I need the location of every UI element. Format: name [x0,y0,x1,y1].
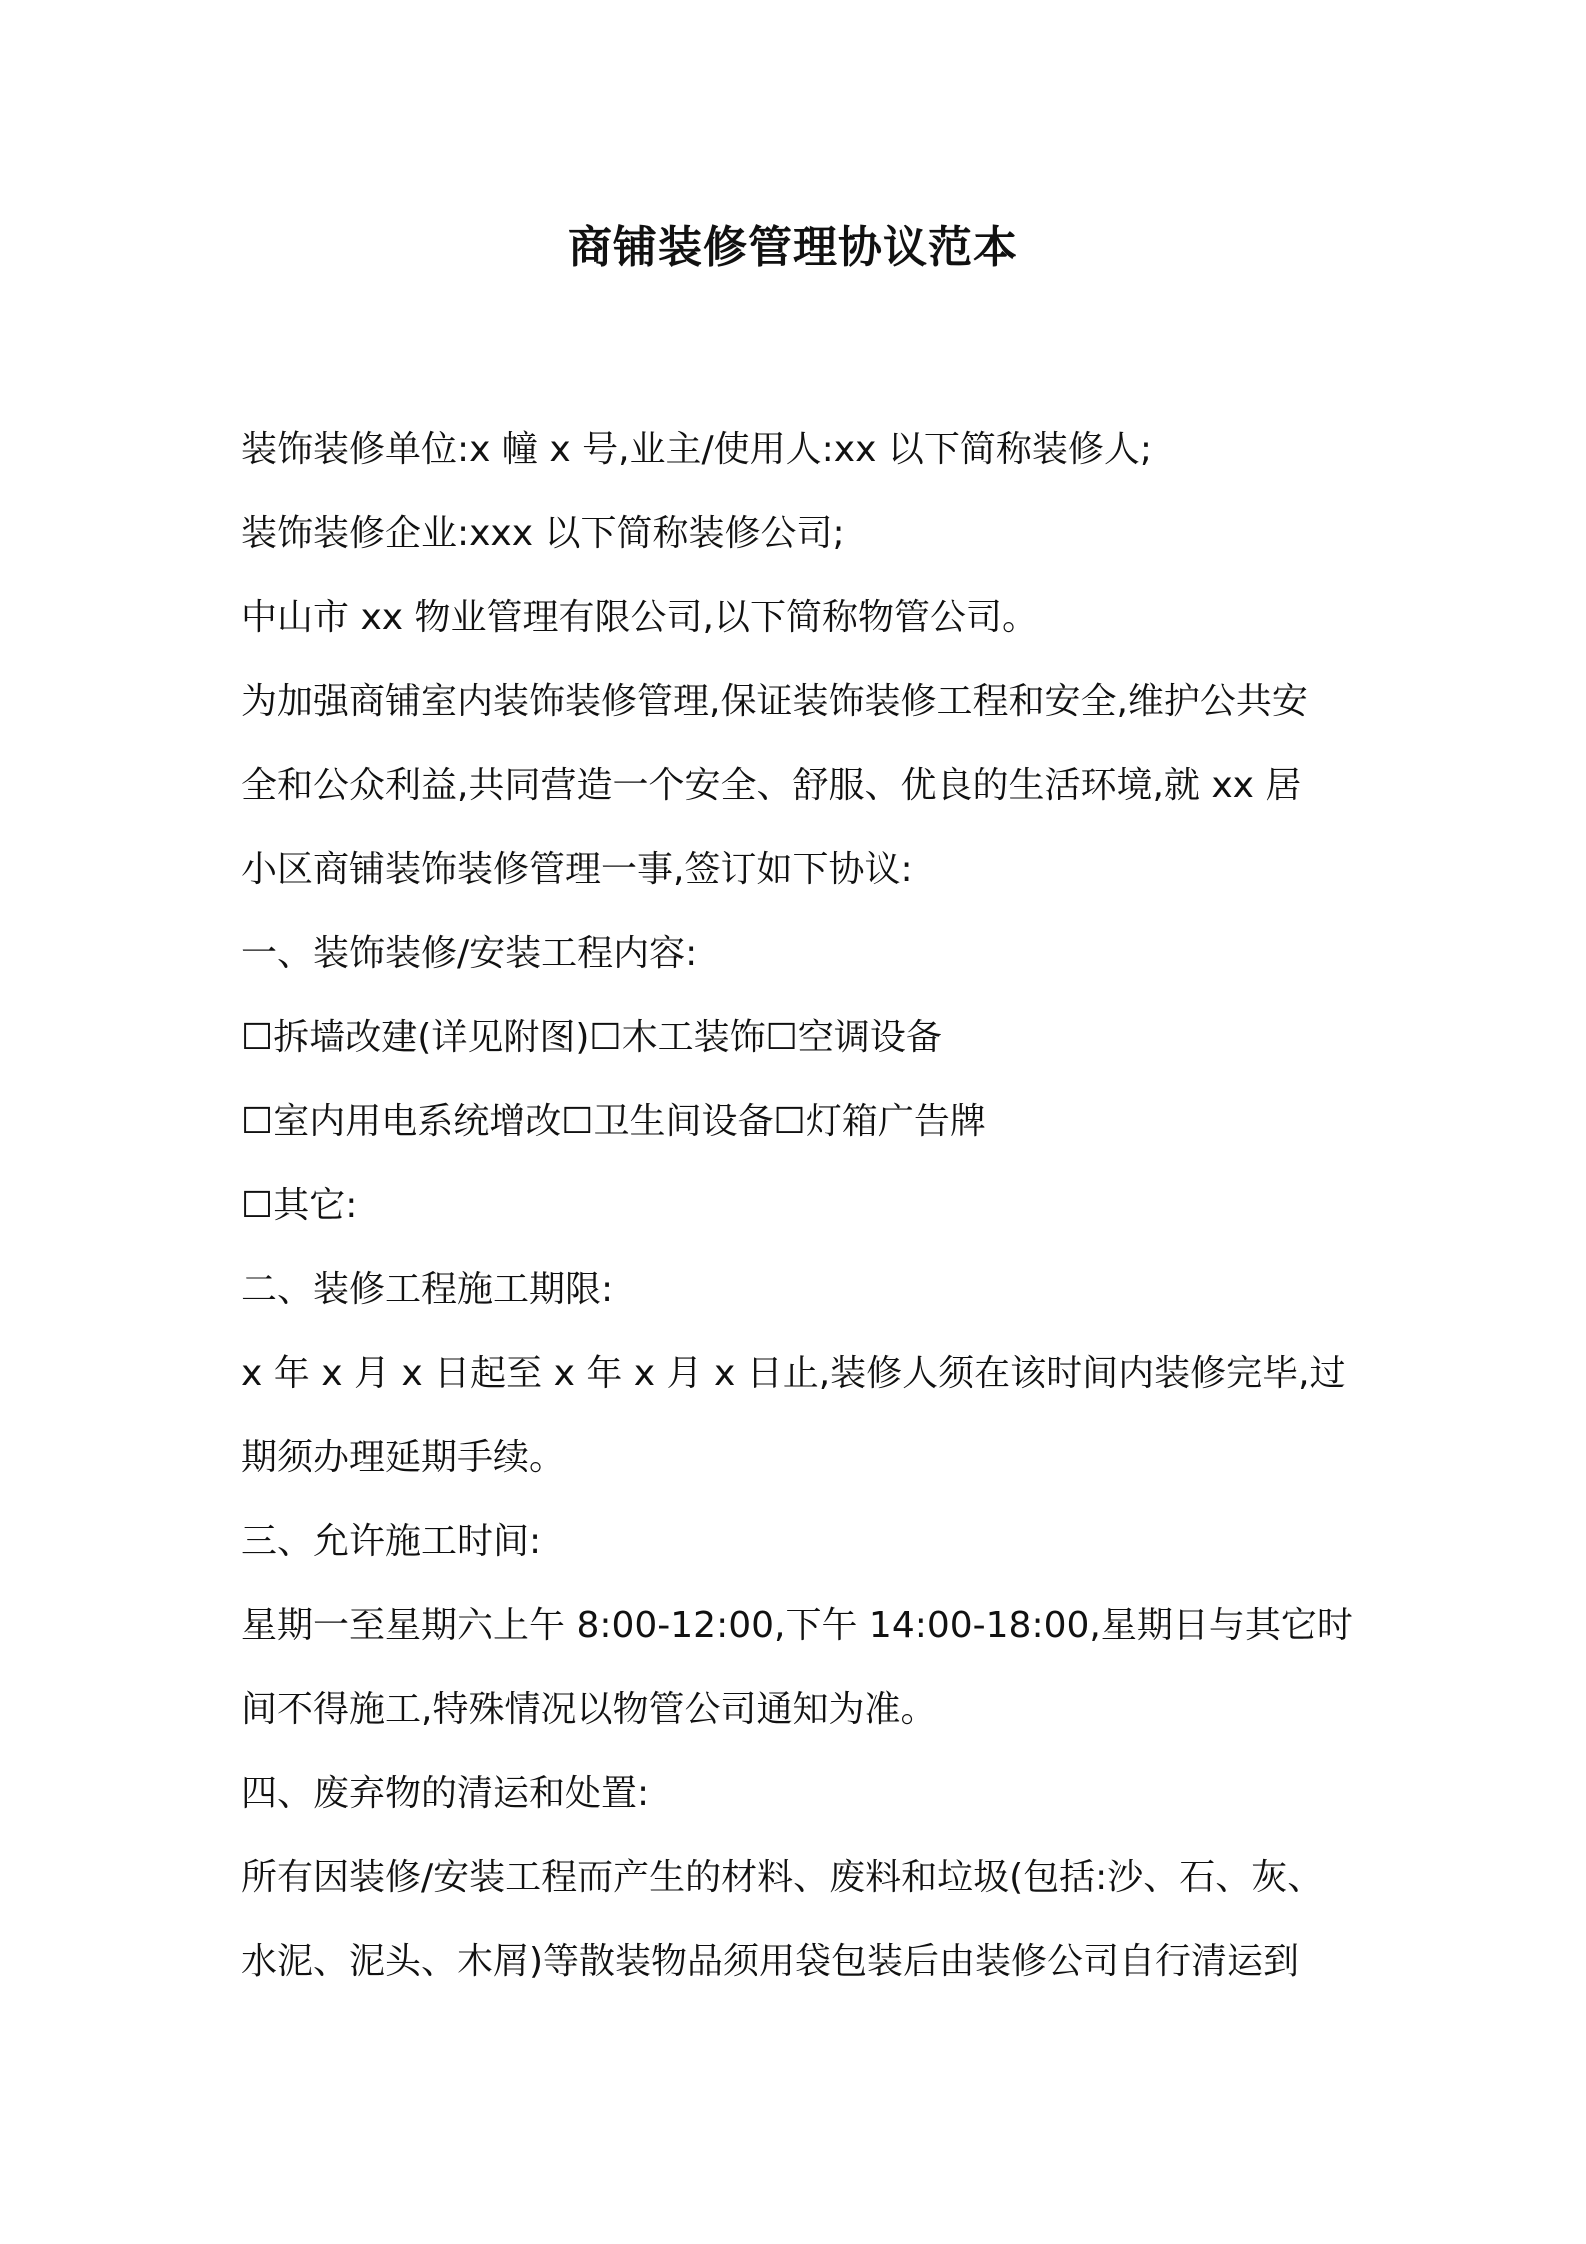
party-property-company: 中山市 xx 物业管理有限公司,以下简称物管公司。 [241,597,1038,638]
preamble-line-3: 小区商铺装饰装修管理一事,签订如下协议: [241,849,913,890]
party-decoration-unit: 装饰装修单位:x 幢 x 号,业主/使用人:xx 以下简称装修人; [241,429,1152,470]
section-2-text-line-2: 期须办理延期手续。 [241,1437,566,1478]
section-4-text-line-1: 所有因装修/安装工程而产生的材料、废料和垃圾(包括:沙、石、灰、 [241,1857,1324,1898]
section-heading-2: 二、装修工程施工期限: [241,1269,614,1310]
section-4-text-line-2: 水泥、泥头、木屑)等散装物品须用袋包装后由装修公司自行清运到 [241,1941,1300,1982]
checkbox-options-line-3: ☐其它: [241,1185,358,1226]
checkbox-options-line-2: ☐室内用电系统增改☐卫生间设备☐灯箱广告牌 [241,1101,986,1142]
section-heading-3: 三、允许施工时间: [241,1521,542,1562]
section-heading-4: 四、废弃物的清运和处置: [241,1773,650,1814]
document-body [241,408,1361,2004]
section-heading-1: 一、装饰装修/安装工程内容: [241,933,698,974]
checkbox-options-line-1: ☐拆墙改建(详见附图)☐木工装饰☐空调设备 [241,1017,942,1058]
section-2-text-line-1: x 年 x 月 x 日起至 x 年 x 月 x 日止,装修人须在该时间内装修完毕,过 [241,1353,1346,1394]
document-title: 商铺装修管理协议范本 [568,222,1018,273]
section-3-text-line-2: 间不得施工,特殊情况以物管公司通知为准。 [241,1689,937,1730]
preamble-line-2: 全和公众利益,共同营造一个安全、舒服、优良的生活环境,就 xx 居 [241,765,1302,806]
preamble-line-1: 为加强商铺室内装饰装修管理,保证装饰装修工程和安全,维护公共安 [241,681,1308,722]
party-decoration-company: 装饰装修企业:xxx 以下简称装修公司; [241,513,845,554]
section-3-text-line-1: 星期一至星期六上午 8:00-12:00,下午 14:00-18:00,星期日与其它时 [241,1605,1353,1646]
